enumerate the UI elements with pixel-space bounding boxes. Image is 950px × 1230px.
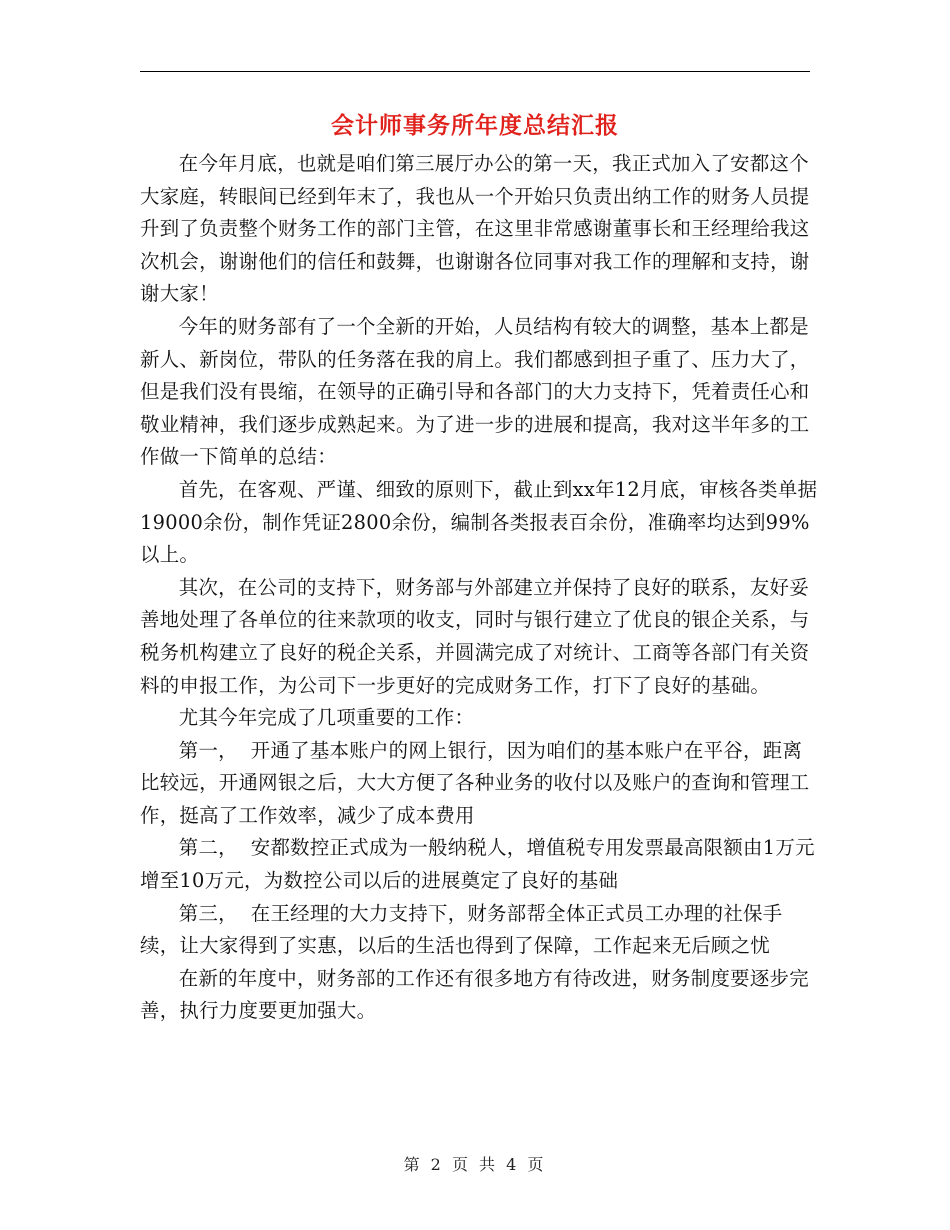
paragraph-5: 尤其今年完成了几项重要的工作： bbox=[178, 706, 475, 730]
paragraph-3: 首先，在客观、严谨、细致的原则下，截止到xx年12月底，审核各类单据19000余份，制作凭证2800余份，编制各类报表百余份，准确率均达到99%以上。 bbox=[140, 477, 818, 567]
document-title: 会计师事务所年度总结汇报 bbox=[331, 112, 619, 139]
paragraph-9: 在新的年度中，财务部的工作还有很多地方有待改进，财务制度要逐步完善，执行力度要更加强大。 bbox=[140, 966, 809, 1023]
paragraph-2: 今年的财务部有了一个全新的开始，人员结构有较大的调整，基本上都是新人、新岗位，带队的任务落在我的肩上。我们都感到担子重了、压力大了，但是我们没有畏缩，在领导的正确引导和各部门的大力支持下，凭着责任心和敬业精神，我们逐步成熟起来。为了进一步的进展和提高，我对这半年多的工作做一下简单的总结： bbox=[140, 314, 810, 469]
paragraph-8: 第三， 在王经理的大力支持下，财务部帮全体正式员工办理的社保手续，让大家得到了实惠，以后的生活也得到了保障，工作起来无后顾之忧 bbox=[140, 901, 783, 958]
paragraph-4: 其次，在公司的支持下，财务部与外部建立并保持了良好的联系，友好妥善地处理了各单位的往来款项的收支，同时与银行建立了优良的银企关系，与税务机构建立了良好的税企关系，并圆满完成了对统计、工商等各部门有关资料的申报工作，为公司下一步更好的完成财务工作，打下了良好的基础。 bbox=[140, 575, 810, 697]
document-body bbox=[140, 148, 820, 1028]
header-rule bbox=[140, 71, 810, 72]
paragraph-1: 在今年月底，也就是咱们第三展厅办公的第一天，我正式加入了安都这个大家庭，转眼间已经到年末了，我也从一个开始只负责出纳工作的财务人员提升到了负责整个财务工作的部门主管，在这里非常感谢董事长和王经理给我这次机会，谢谢他们的信任和鼓舞，也谢谢各位同事对我工作的理解和支持，谢谢大家！ bbox=[140, 152, 810, 306]
paragraph-7: 第二， 安都数控正式成为一般纳税人，增值税专用发票最高限额由1万元增至10万元，为数控公司以后的进展奠定了良好的基础 bbox=[140, 836, 815, 893]
paragraph-6: 第一， 开通了基本账户的网上银行，因为咱们的基本账户在平谷，距离比较远，开通网银之后，大大方便了各种业务的收付以及账户的查询和管理工作，挺高了工作效率，减少了成本费用 bbox=[140, 738, 810, 827]
page-indicator: 第 2 页 共 4 页 bbox=[403, 1155, 547, 1174]
